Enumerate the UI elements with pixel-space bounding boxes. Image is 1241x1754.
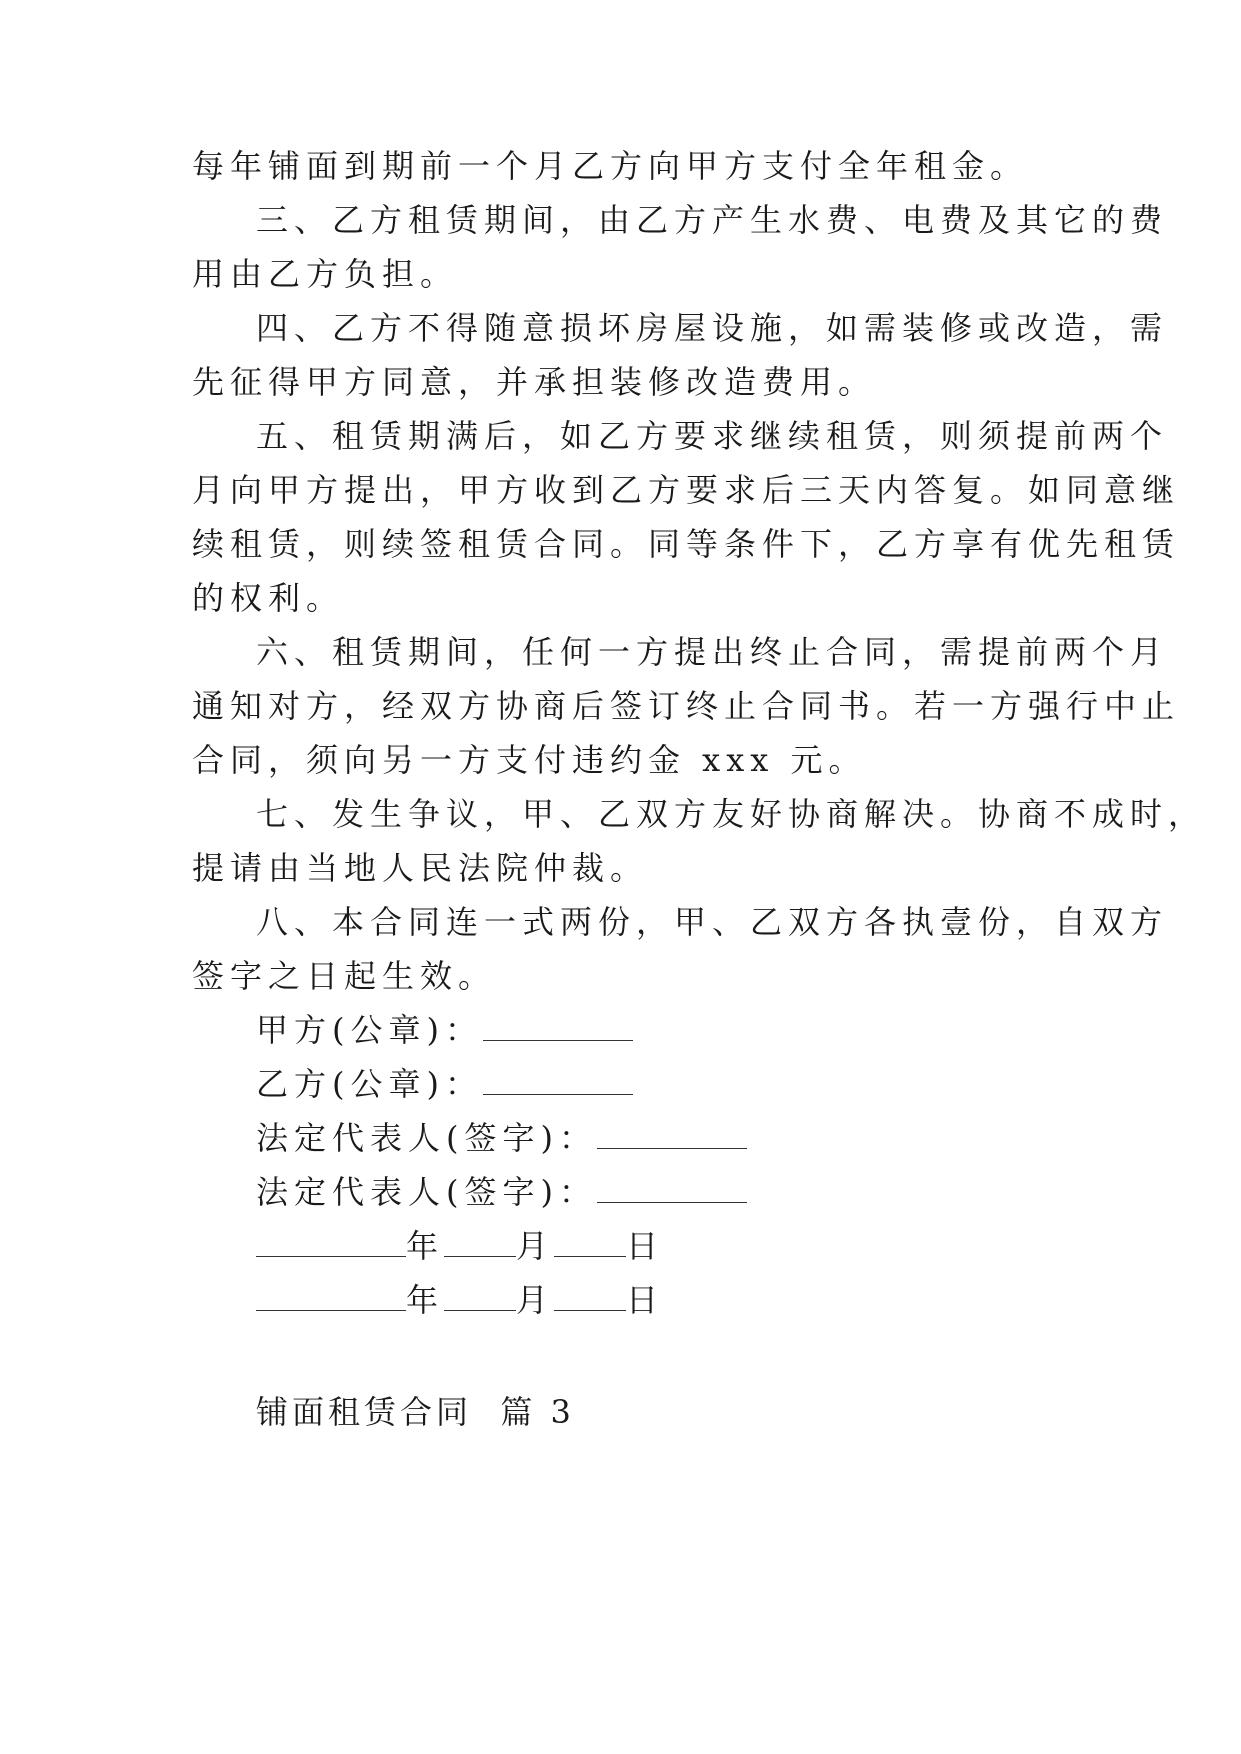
next-section-title: 铺面租赁合同 篇 3 [256, 1393, 575, 1431]
signature-blank [597, 1174, 747, 1203]
signature-blank [483, 1012, 633, 1041]
paragraph-line: 通知对方，经双方协商后签订终止合同书。若一方强行中止 [192, 687, 1181, 725]
paragraph-line: 用由乙方负担。 [192, 255, 459, 293]
signature-rep-a-label: 法定代表人(签字)： [256, 1119, 597, 1157]
signature-blank [483, 1066, 633, 1095]
month-label: 月 [516, 1281, 555, 1319]
paragraph-line: 合同，须向另一方支付违约金 xxx 元。 [192, 741, 867, 779]
paragraph-line: 每年铺面到期前一个月乙方向甲方支付全年租金。 [192, 147, 1029, 185]
paragraph-line: 续租赁，则续签租赁合同。同等条件下，乙方享有优先租赁 [192, 525, 1181, 563]
month-blank [444, 1282, 516, 1311]
year-label: 年 [406, 1227, 445, 1265]
clause-8-line: 八、本合同连一式两份，甲、乙双方各执壹份，自双方 [256, 903, 1169, 941]
month-label: 月 [516, 1227, 555, 1265]
paragraph-line: 月向甲方提出，甲方收到乙方要求后三天内答复。如同意继 [192, 471, 1181, 509]
clause-7-line: 七、发生争议，甲、乙双方友好协商解决。协商不成时， [256, 795, 1207, 833]
signature-blank [597, 1120, 747, 1149]
year-label: 年 [406, 1281, 445, 1319]
day-blank [554, 1282, 626, 1311]
clause-4-line: 四、乙方不得随意损坏房屋设施，如需装修或改造，需 [256, 309, 1169, 347]
signature-party-b [256, 1064, 633, 1104]
date-line [256, 1226, 664, 1266]
day-blank [554, 1228, 626, 1257]
paragraph-line: 提请由当地人民法院仲裁。 [192, 849, 649, 887]
month-blank [444, 1228, 516, 1257]
signature-party-a-label: 甲方(公章)： [256, 1011, 483, 1049]
clause-5-line: 五、租赁期满后，如乙方要求继续租赁，则须提前两个 [256, 417, 1169, 455]
signature-rep-b-label: 法定代表人(签字)： [256, 1173, 597, 1211]
day-label: 日 [626, 1227, 665, 1265]
day-label: 日 [626, 1281, 665, 1319]
year-blank [256, 1282, 406, 1311]
clause-6-line: 六、租赁期间，任何一方提出终止合同，需提前两个月 [256, 633, 1169, 671]
year-blank [256, 1228, 406, 1257]
paragraph-line: 的权利。 [192, 579, 345, 617]
date-line [256, 1280, 664, 1320]
signature-rep-a [256, 1118, 747, 1158]
signature-party-b-label: 乙方(公章)： [256, 1065, 483, 1103]
paragraph-line: 签字之日起生效。 [192, 957, 497, 995]
paragraph-line: 先征得甲方同意，并承担装修改造费用。 [192, 363, 877, 401]
signature-party-a [256, 1010, 633, 1050]
clause-3-line: 三、乙方租赁期间，由乙方产生水费、电费及其它的费 [256, 201, 1169, 239]
signature-rep-b [256, 1172, 747, 1212]
